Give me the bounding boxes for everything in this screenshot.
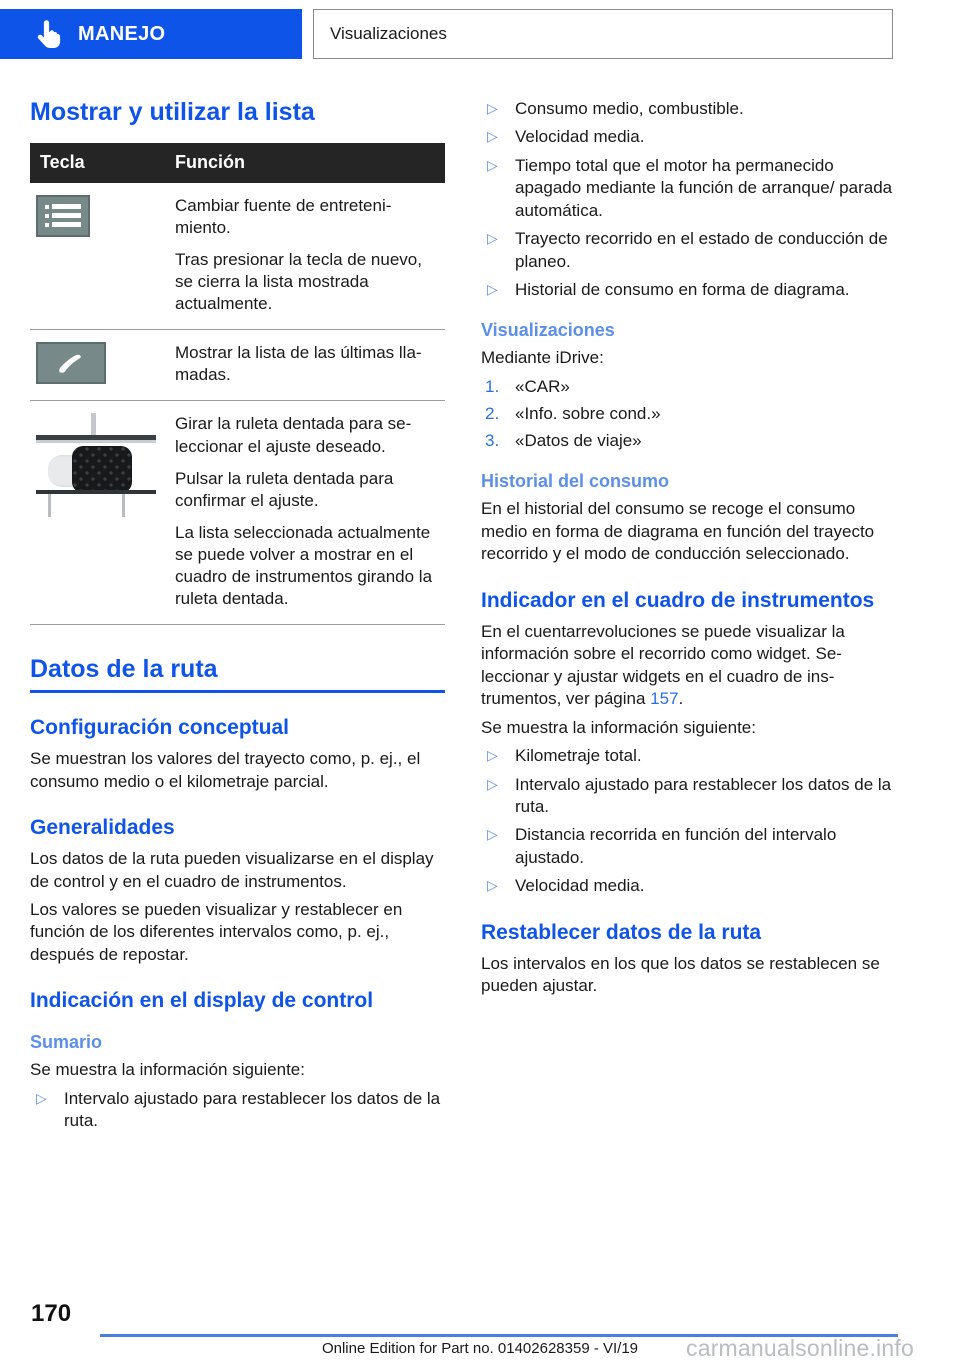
function-text: Girar la ruleta dentada para seleccionar el ajuste deseado.: [175, 414, 412, 456]
heading-visualizaciones: Visualizaciones: [481, 319, 615, 340]
paragraph-restablecer: Los intervalos en los que los datos se restablecen se pueden ajustar.: [481, 953, 880, 996]
paragraph-indicador-intro: Se muestra la información siguiente:: [481, 717, 756, 737]
page-title: Mostrar y utilizar la lista: [30, 98, 315, 126]
sumario-list: [30, 1088, 445, 1133]
function-text: La lista seleccionada actualmente se puede volver a mostrar en el cuadro de instrumentos girando la ruleta dentada.: [175, 522, 433, 609]
table-cell-key: [30, 330, 165, 401]
list-item-label: Tiempo total que el motor ha permanecido apagado mediante la función de arranque/ parada automática.: [515, 155, 893, 220]
triangle-bullet-icon: ▷: [487, 877, 498, 894]
list-item: «Info. sobre cond.»: [515, 403, 661, 423]
table-row: [30, 183, 445, 330]
right-column: [481, 98, 896, 1004]
header-chapter-label: MANEJO: [78, 22, 166, 45]
paragraph-generalidades-1: Los datos de la ruta pueden visualizarse en el display de control y en el cuadro de instrumentos.: [30, 849, 434, 891]
list-item-label: Velocidad media.: [515, 127, 645, 147]
paragraph-configuracion: Se muestran los valores del trayecto como, p. ej., el consumo medio o el kilometraje parcial.: [30, 749, 421, 791]
paragraph-historial: En el historial del consumo se recoge el consumo medio en forma de diagrama en función del trayecto recorrido y el modo de conducción seleccionado.: [481, 499, 875, 564]
triangle-bullet-icon: ▷: [487, 826, 498, 843]
table-header-row: [30, 143, 445, 183]
triangle-bullet-icon: ▷: [36, 1089, 47, 1106]
key-function-table: [30, 143, 445, 625]
header-section-label: Visualizaciones: [330, 24, 447, 43]
function-text: Mostrar la lista de las últimas llamadas.: [175, 343, 422, 385]
list-item: [481, 228, 896, 273]
list-item: [481, 98, 896, 120]
table-cell-function: [165, 183, 445, 330]
table-row: [30, 401, 445, 625]
list-item-label: Consumo medio, combustible.: [515, 99, 744, 118]
page-number: 170: [31, 1300, 72, 1327]
list-item: [481, 745, 896, 767]
list-item: «CAR»: [515, 376, 570, 396]
table-cell-key: [30, 183, 165, 330]
list-item: [481, 774, 896, 819]
telephone-button-icon: [36, 342, 106, 384]
list-button-icon: [36, 195, 90, 237]
section-title-datos-de-la-ruta: Datos de la ruta: [30, 655, 445, 693]
header-section-tab[interactable]: [313, 9, 893, 59]
list-item-label: Distancia recorrida en función del intervalo ajustado.: [515, 825, 837, 867]
table-col-header-tecla: Tecla: [30, 143, 165, 183]
table-col-header-funcion: Función: [165, 143, 445, 183]
list-item: [481, 279, 896, 301]
header-chapter-tab[interactable]: [0, 9, 302, 59]
function-text: Tras presionar la tecla de nuevo, se cierra la lista mostrada actualmente.: [175, 249, 422, 314]
list-item-label: Intervalo ajustado para restablecer los datos de la ruta.: [64, 1088, 441, 1130]
list-item-label: Trayecto recorrido en el estado de conducción de planeo.: [515, 229, 888, 271]
paragraph-sumario-intro: Se muestra la información siguiente:: [30, 1060, 305, 1080]
triangle-bullet-icon: ▷: [487, 128, 498, 145]
footer-edition-note: Online Edition for Part no. 01402628359 - VI/19: [321, 1340, 639, 1357]
indicador-list: [481, 745, 896, 898]
list-item-label: Historial de consumo en forma de diagrama.: [515, 280, 850, 300]
left-column: [30, 98, 445, 1138]
heading-configuracion-conceptual: Configuración conceptual: [30, 715, 290, 739]
paragraph-indicador: [481, 621, 896, 711]
paragraph-generalidades-2: Los valores se pueden visualizar y restablecer en función de los diferentes intervalos como, p. ej., después de repostar.: [30, 900, 403, 964]
triangle-bullet-icon: ▷: [487, 775, 498, 792]
heading-sumario: Sumario: [30, 1031, 103, 1052]
paragraph-indicador-tail: .: [678, 689, 684, 709]
page-reference-link[interactable]: 157: [650, 689, 679, 709]
heading-historial-del-consumo: Historial del consumo: [481, 470, 670, 491]
list-item: [30, 1088, 445, 1133]
list-item: [481, 824, 896, 869]
list-item: [481, 126, 896, 148]
list-item-label: Intervalo ajustado para restablecer los datos de la ruta.: [515, 774, 892, 816]
triangle-bullet-icon: ▷: [487, 281, 498, 298]
table-row: [30, 330, 445, 401]
continued-list: [481, 98, 896, 302]
idrive-steps-list: [481, 376, 896, 453]
heading-generalidades: Generalidades: [30, 815, 175, 839]
list-item: «Datos de viaje»: [515, 431, 642, 451]
function-text: Pulsar la ruleta dentada para confirmar el ajuste.: [175, 468, 394, 510]
paragraph-visualizaciones-intro: Mediante iDrive:: [481, 348, 604, 368]
page-header: [0, 9, 960, 59]
heading-indicador-cuadro-instrumentos: Indicador en el cuadro de instrumentos: [481, 588, 875, 612]
list-item-label: Kilometraje total.: [515, 746, 642, 766]
watermark: carmanualsonline.info: [686, 1335, 914, 1361]
list-item-label: Velocidad media.: [515, 876, 645, 896]
triangle-bullet-icon: ▷: [487, 230, 498, 247]
triangle-bullet-icon: ▷: [487, 156, 498, 173]
heading-restablecer-datos-ruta: Restablecer datos de la ruta: [481, 920, 762, 944]
pointing-hand-icon: [36, 19, 62, 49]
table-cell-key: [30, 401, 165, 625]
triangle-bullet-icon: ▷: [487, 747, 498, 764]
heading-indicacion-display-control: Indicación en el display de control: [30, 989, 374, 1013]
function-text: Cambiar fuente de entretenimiento.: [175, 195, 392, 237]
table-cell-function: [165, 330, 445, 401]
triangle-bullet-icon: ▷: [487, 100, 498, 116]
table-cell-function: [165, 401, 445, 625]
paragraph-indicador-text: En el cuentarrevoluciones se puede visualizar la información sobre el recorrido como widget. Seleccionar y ajustar widgets en el cuadro de instrumentos, ver página: [481, 621, 845, 709]
list-item: [481, 155, 896, 222]
list-item: [481, 875, 896, 897]
